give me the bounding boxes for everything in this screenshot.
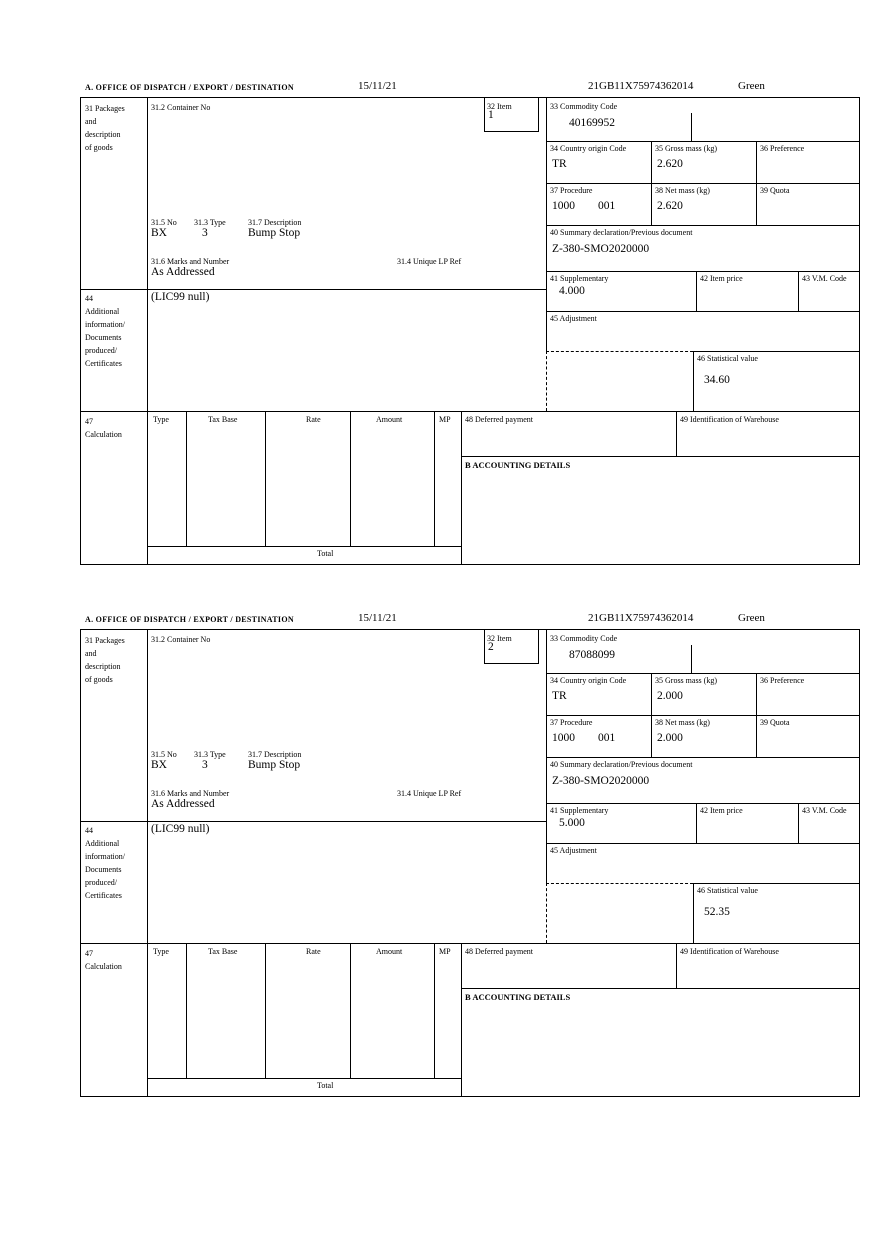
statistical-value: 52.35 — [704, 906, 730, 918]
box37-label: 37 Procedure — [550, 718, 593, 727]
accounting-details-label: B ACCOUNTING DETAILS — [465, 992, 571, 1002]
section-header — [80, 612, 860, 628]
tax-col-divider-4 — [434, 411, 435, 546]
tax-col-divider-3 — [350, 411, 351, 546]
tax-mp-header: MP — [439, 947, 451, 956]
routing-indicator: Green — [738, 80, 765, 92]
declaration-continuation-sheets — [80, 80, 860, 1144]
tax-amount-header: Amount — [376, 947, 403, 956]
box37-label: 37 Procedure — [550, 186, 593, 195]
box46-top-line — [693, 351, 859, 352]
box41-42-divider — [696, 803, 697, 843]
left-column-divider — [147, 98, 148, 564]
box32-label: 32 Item — [487, 102, 512, 111]
box45-bottom-dashed-line — [546, 883, 693, 884]
box44-label — [85, 824, 125, 902]
box31-44-divider-line — [81, 821, 546, 822]
declaration-item-section — [80, 612, 860, 1097]
tax-col-divider-3 — [350, 943, 351, 1078]
box41-row-bottom-line — [546, 843, 859, 844]
box49-label: 49 Identification of Warehouse — [680, 947, 779, 956]
box48-label: 48 Deferred payment — [465, 947, 533, 956]
box31-6-label: 31.6 Marks and Number — [151, 257, 230, 266]
box45-label: 45 Adjustment — [550, 846, 597, 855]
procedure-code-suffix-value: 001 — [598, 732, 616, 744]
tax-base-header: Tax Base — [208, 947, 238, 956]
package-count-value: BX — [151, 227, 167, 239]
section-header — [80, 80, 860, 96]
declaration-date: 15/11/21 — [358, 80, 397, 92]
tax-table-right-line — [461, 943, 462, 1096]
net-mass-value: 2.620 — [657, 200, 683, 212]
box31-7-label: 31.7 Description — [248, 218, 302, 227]
movement-reference-number: 21GB11X75974362014 — [588, 80, 694, 92]
box31-label-line: and — [85, 649, 97, 658]
box47-label-line: Calculation — [85, 430, 122, 439]
commodity-code-value: 40169952 — [569, 117, 615, 129]
box48-49-divider — [676, 411, 677, 456]
right-column-divider-dashed — [546, 351, 547, 411]
box48-49-bottom-line — [461, 456, 859, 457]
box31-6-label: 31.6 Marks and Number — [151, 789, 230, 798]
box48-49-divider — [676, 943, 677, 988]
tax-type-header: Type — [153, 415, 169, 424]
box35-label: 35 Gross mass (kg) — [655, 676, 717, 685]
box41-row-bottom-line — [546, 311, 859, 312]
box43-label: 43 V.M. Code — [802, 806, 847, 815]
marks-and-numbers-value: As Addressed — [151, 266, 215, 278]
box46-left-line — [693, 883, 694, 943]
commodity-code-value: 87088099 — [569, 649, 615, 661]
box46-left-line — [693, 351, 694, 411]
tax-col-divider-1 — [186, 943, 187, 1078]
accounting-details-label: B ACCOUNTING DETAILS — [465, 460, 571, 470]
box31-label-line: and — [85, 117, 97, 126]
box47-number: 47 — [85, 949, 93, 958]
box36-label: 36 Preference — [760, 676, 805, 685]
box41-label: 41 Supplementary — [550, 806, 609, 815]
box34-row-bottom-line — [546, 183, 859, 184]
box33-label: 33 Commodity Code — [550, 634, 618, 643]
item-number-value: 2 — [488, 641, 494, 653]
country-origin-value: TR — [552, 158, 567, 170]
tax-table-right-line — [461, 411, 462, 564]
box44-label-line: Additional — [85, 307, 120, 316]
box42-43-divider — [798, 271, 799, 311]
box31-5-label: 31.5 No — [151, 218, 177, 227]
package-count-value: BX — [151, 759, 167, 771]
box44-label-line: Additional — [85, 839, 120, 848]
office-of-dispatch-label: A. OFFICE OF DISPATCH / EXPORT / DESTINATION — [85, 615, 294, 624]
box34-row-bottom-line — [546, 715, 859, 716]
commodity-code-separator — [691, 645, 692, 673]
gross-mass-value: 2.620 — [657, 158, 683, 170]
box43-label: 43 V.M. Code — [802, 274, 847, 283]
country-origin-value: TR — [552, 690, 567, 702]
box44-number: 44 — [85, 294, 93, 303]
box31-label-line: description — [85, 662, 121, 671]
tax-col-divider-1 — [186, 411, 187, 546]
commodity-code-separator — [691, 113, 692, 141]
procedure-code-suffix-value: 001 — [598, 200, 616, 212]
box37-row-bottom-line — [546, 225, 859, 226]
item-form-box — [80, 97, 860, 565]
box45-label: 45 Adjustment — [550, 314, 597, 323]
box31-label-line: 31 Packages — [85, 104, 125, 113]
box37-row-bottom-line — [546, 757, 859, 758]
box47-label-line: Calculation — [85, 962, 122, 971]
item-form-box — [80, 629, 860, 1097]
box31-label-line: of goods — [85, 675, 113, 684]
tax-rate-header: Rate — [306, 415, 321, 424]
box31-label-line: 31 Packages — [85, 636, 125, 645]
box38-label: 38 Net mass (kg) — [655, 718, 710, 727]
package-type-value: 3 — [202, 227, 208, 239]
item-number-value: 1 — [488, 109, 494, 121]
box40-bottom-line — [546, 803, 859, 804]
box46-label: 46 Statistical value — [697, 354, 758, 363]
box36-label: 36 Preference — [760, 144, 805, 153]
box31-label-line: of goods — [85, 143, 113, 152]
office-of-dispatch-label: A. OFFICE OF DISPATCH / EXPORT / DESTINATION — [85, 83, 294, 92]
package-type-value: 3 — [202, 759, 208, 771]
box47-number: 47 — [85, 417, 93, 426]
procedure-code-value: 1000 — [552, 732, 575, 744]
box46-label: 46 Statistical value — [697, 886, 758, 895]
box32-label: 32 Item — [487, 634, 512, 643]
total-row-line — [147, 546, 461, 547]
box39-label: 39 Quota — [760, 186, 790, 195]
total-label: Total — [317, 549, 334, 558]
box31-2-label: 31.2 Container No — [151, 635, 211, 644]
box47-label — [85, 947, 122, 973]
box42-label: 42 Item price — [700, 806, 743, 815]
box34-label: 34 Country origin Code — [550, 676, 627, 685]
box35-label: 35 Gross mass (kg) — [655, 144, 717, 153]
box31-7-label: 31.7 Description — [248, 750, 302, 759]
previous-document-value: Z-380-SMO2020000 — [552, 243, 650, 255]
box34-label: 34 Country origin Code — [550, 144, 627, 153]
tax-col-divider-2 — [265, 411, 266, 546]
box47-label — [85, 415, 122, 441]
goods-description-value: Bump Stop — [248, 759, 301, 771]
tax-type-header: Type — [153, 947, 169, 956]
box44-number: 44 — [85, 826, 93, 835]
box31-5-label: 31.5 No — [151, 750, 177, 759]
additional-info-value: (LIC99 null) — [151, 291, 210, 303]
total-row-line — [147, 1078, 461, 1079]
statistical-value: 34.60 — [704, 374, 730, 386]
box42-43-divider — [798, 803, 799, 843]
box49-label: 49 Identification of Warehouse — [680, 415, 779, 424]
box39-label: 39 Quota — [760, 718, 790, 727]
calculation-row-top-line — [81, 411, 859, 412]
tax-base-header: Tax Base — [208, 415, 238, 424]
tax-mp-header: MP — [439, 415, 451, 424]
tax-col-divider-2 — [265, 943, 266, 1078]
box42-label: 42 Item price — [700, 274, 743, 283]
box31-4-label: 31.4 Unique LP Ref — [397, 789, 462, 798]
box31-2-label: 31.2 Container No — [151, 103, 211, 112]
net-mass-value: 2.000 — [657, 732, 683, 744]
box33-bottom-line — [546, 673, 859, 674]
box40-label: 40 Summary declaration/Previous document — [550, 760, 693, 769]
previous-document-value: Z-380-SMO2020000 — [552, 775, 650, 787]
box48-49-bottom-line — [461, 988, 859, 989]
right-column-divider-dashed — [546, 883, 547, 943]
box31-4-label: 31.4 Unique LP Ref — [397, 257, 462, 266]
tax-amount-header: Amount — [376, 415, 403, 424]
total-label: Total — [317, 1081, 334, 1090]
tax-col-divider-4 — [434, 943, 435, 1078]
left-column-divider — [147, 630, 148, 1096]
box41-label: 41 Supplementary — [550, 274, 609, 283]
additional-info-value: (LIC99 null) — [151, 823, 210, 835]
supplementary-units-value: 5.000 — [559, 817, 585, 829]
box45-bottom-dashed-line — [546, 351, 693, 352]
box44-label-line: Documents — [85, 865, 122, 874]
box31-3-label: 31.3 Type — [194, 750, 226, 759]
supplementary-units-value: 4.000 — [559, 285, 585, 297]
box44-label-line: information/ — [85, 320, 125, 329]
box40-label: 40 Summary declaration/Previous document — [550, 228, 693, 237]
tax-rate-header: Rate — [306, 947, 321, 956]
routing-indicator: Green — [738, 612, 765, 624]
box44-label-line: information/ — [85, 852, 125, 861]
box41-42-divider — [696, 271, 697, 311]
box31-label — [85, 102, 125, 154]
calculation-row-top-line — [81, 943, 859, 944]
procedure-code-value: 1000 — [552, 200, 575, 212]
box44-label — [85, 292, 125, 370]
box31-44-divider-line — [81, 289, 546, 290]
box31-label-line: description — [85, 130, 121, 139]
marks-and-numbers-value: As Addressed — [151, 798, 215, 810]
declaration-item-section — [80, 80, 860, 565]
box33-label: 33 Commodity Code — [550, 102, 618, 111]
box46-top-line — [693, 883, 859, 884]
gross-mass-value: 2.000 — [657, 690, 683, 702]
box38-label: 38 Net mass (kg) — [655, 186, 710, 195]
box48-label: 48 Deferred payment — [465, 415, 533, 424]
box33-bottom-line — [546, 141, 859, 142]
box44-label-line: Documents — [85, 333, 122, 342]
movement-reference-number: 21GB11X75974362014 — [588, 612, 694, 624]
box31-3-label: 31.3 Type — [194, 218, 226, 227]
declaration-date: 15/11/21 — [358, 612, 397, 624]
box31-label — [85, 634, 125, 686]
box44-label-line: produced/ — [85, 346, 117, 355]
box44-label-line: Certificates — [85, 359, 122, 368]
goods-description-value: Bump Stop — [248, 227, 301, 239]
box40-bottom-line — [546, 271, 859, 272]
box44-label-line: Certificates — [85, 891, 122, 900]
box44-label-line: produced/ — [85, 878, 117, 887]
